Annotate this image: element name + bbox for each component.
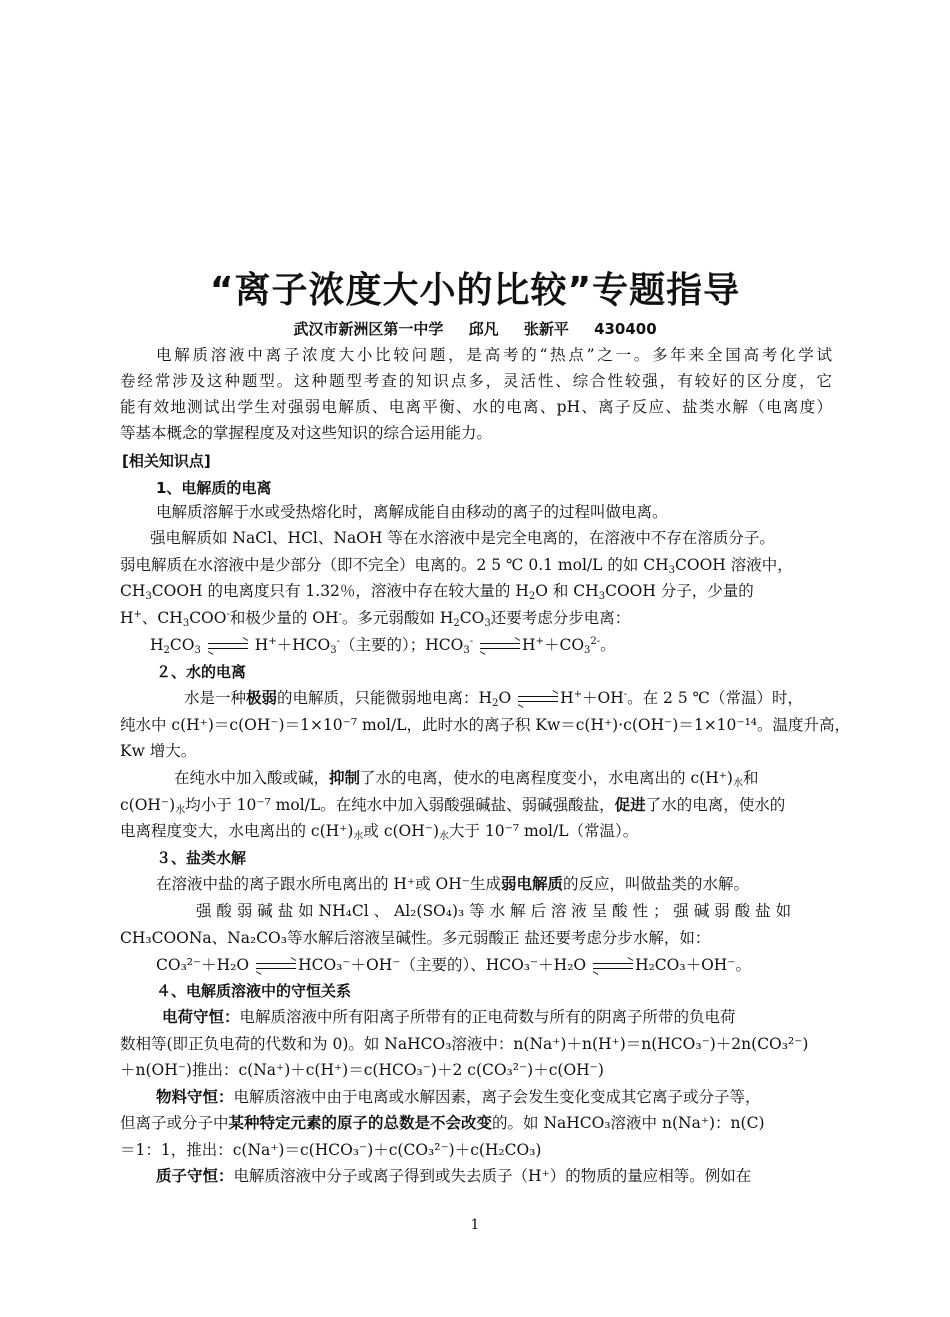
s2-line-5: $c(OH^-)_水$均小于 10⁻⁷ mol/L。在纯水中加入弱酸强碱盐、弱碱强酸盐，促进了水的电离，使水的 [120,796,786,816]
s4-line-3: ＋n(OH⁻)推出：c(Na⁺)＋c(H⁺)＝c(HCO₃⁻)＋2 c(CO₃²⁻)＋c(OH⁻) [120,1061,604,1079]
postal-code: 430400 [594,320,657,338]
s1-line-4: H+、$CH_3COO^-$和极少量的 OH-。多元弱酸如 $H_2CO_3$还要考虑分步电离： [120,609,631,629]
s2-line-6: 电离程度变大，水电离出的 $c(H^+)_水$或 $c(OH^-)_水$大于 10⁻⁷ mol/L（常温）。 [120,822,639,842]
page-number: 1 [470,1217,480,1233]
heading-2: ２、水的电离 [156,663,247,681]
s4-line-6: ＝1：1，推出：c(Na⁺)＝c(HCO₃⁻)＋c(CO₃²⁻)＋c(H₂CO₃) [120,1141,542,1159]
author-line [0,318,950,339]
author-school: 武汉市新洲区第一中学 [293,320,444,338]
s2-line-3: Kw 增大。 [120,742,197,760]
s1-line-1: 强电解质如 NaCl、HCl、NaOH 等在水溶液中是完全电离的，在溶液中不存在溶质分子。 [150,529,775,547]
s1-paragraph-1: 电解质溶解于水或受热熔化时，离解成能自由移动的离子的过程叫做电离。 [156,503,668,521]
intro-line-3: 能有效地测试出学生对强弱电解质、电离平衡、水的电离、pH、离子反应、盐类水解（电离度） [120,398,832,416]
s4-line-5: 但离子或分子中某种特定元素的原子的总数是不会改变的。如 NaHCO₃溶液中 n(Na⁺)：n(C) [120,1114,765,1132]
heading-1: 1、电解质的电离 [156,479,272,497]
heading-4: ４、电解质溶液中的守恒关系 [156,982,352,1000]
s2-line-4: 在纯水中加入酸或碱，抑制了水的电离，使水的电离程度变小，水电离出的 $c(H^+)_水$和 [174,769,759,789]
intro-line-4: 等基本概念的掌握程度及对这些知识的综合运用能力。 [120,424,493,442]
equilibrium-arrow-icon [208,640,248,652]
equilibrium-arrow-icon [518,693,558,705]
page-title: “离子浓度大小的比较”专题指导 [209,270,741,311]
s3-line-1: 在溶液中盐的离子跟水所电离出的 H⁺或 OH⁻生成弱电解质的反应，叫做盐类的水解。 [156,875,749,893]
s1-line-2: 弱电解质在水溶液中是少部分（即不完全）电离的。2 5 ℃ 0.1 mol/L 的如 $CH_3COOH$ 溶液中， [120,556,793,576]
s3-equation: CO₃²⁻＋H₂O HCO₃⁻＋OH⁻（主要的）、HCO₃⁻＋H₂O H₂CO₃＋OH⁻。 [156,956,751,974]
section-label: [相关知识点] [122,452,211,470]
equilibrium-arrow-icon [480,640,520,652]
s3-line-2: 强 酸 弱 碱 盐 如 NH₄Cl 、 Al₂(SO₄)₃ 等 水 解 后 溶 液 呈 酸 性 ； 强 碱 弱 酸 盐 如 [196,902,792,920]
heading-3: ３、盐类水解 [156,849,247,867]
author-name-2: 张新平 [523,320,569,338]
s4-line-7: 质子守恒：电解质溶液中分子或离子得到或失去质子（H⁺）的物质的量应相等。例如在 [156,1167,752,1185]
s4-line-1: 电荷守恒：电解质溶液中所有阳离子所带有的正电荷数与所有的阴离子所带的负电荷 [162,1008,736,1026]
equilibrium-arrow-icon [593,960,633,972]
equilibrium-arrow-icon [256,960,296,972]
s1-line-3: $CH_3COOH$ 的电离度只有 1.32％，溶液中存在较大量的 $H_2O$ 和 $CH_3COOH$ 分子，少量的 [120,582,754,602]
s4-line-2: 数相等(即正负电荷的代数和为 0)。如 NaHCO₃溶液中：n(Na⁺)＋n(H⁺)＝n(HCO₃⁻)＋2n(CO₃²⁻) [120,1035,809,1053]
s2-line-2: 纯水中 c(H⁺)＝c(OH⁻)＝1×10⁻⁷ mol/L，此时水的离子积 Kw＝c(H⁺)·c(OH⁻)＝1×10⁻¹⁴。温度升高， [120,716,851,734]
intro-line-2: 卷经常涉及这种题型。这种题型考查的知识点多，灵活性、综合性较强，有较好的区分度，它 [120,372,832,390]
s4-line-4: 物料守恒：电解质溶液中由于电离或水解因素，离子会发生变化变成其它离子或分子等， [156,1088,761,1106]
intro-line-1: 电解质溶液中离子浓度大小比较问题，是高考的“热点”之一。多年来全国高考化学试 [156,346,832,364]
s3-line-3: CH₃COONa、Na₂CO₃等水解后溶液呈碱性。多元弱酸正 盐还要考虑分步水解，如： [120,929,711,947]
s2-line-1: 水是一种极弱的电解质，只能微弱地电离：$H_2O$ H+＋OH-。在 2 5 ℃（常温）时， [184,689,803,709]
author-name-1: 邱凡 [468,320,499,338]
s1-equation: $H_2CO_3$ $H^++HCO_3^-$（主要的）；$HCO_3^-$ $H^++CO_3^{2-}$。 [150,636,616,656]
